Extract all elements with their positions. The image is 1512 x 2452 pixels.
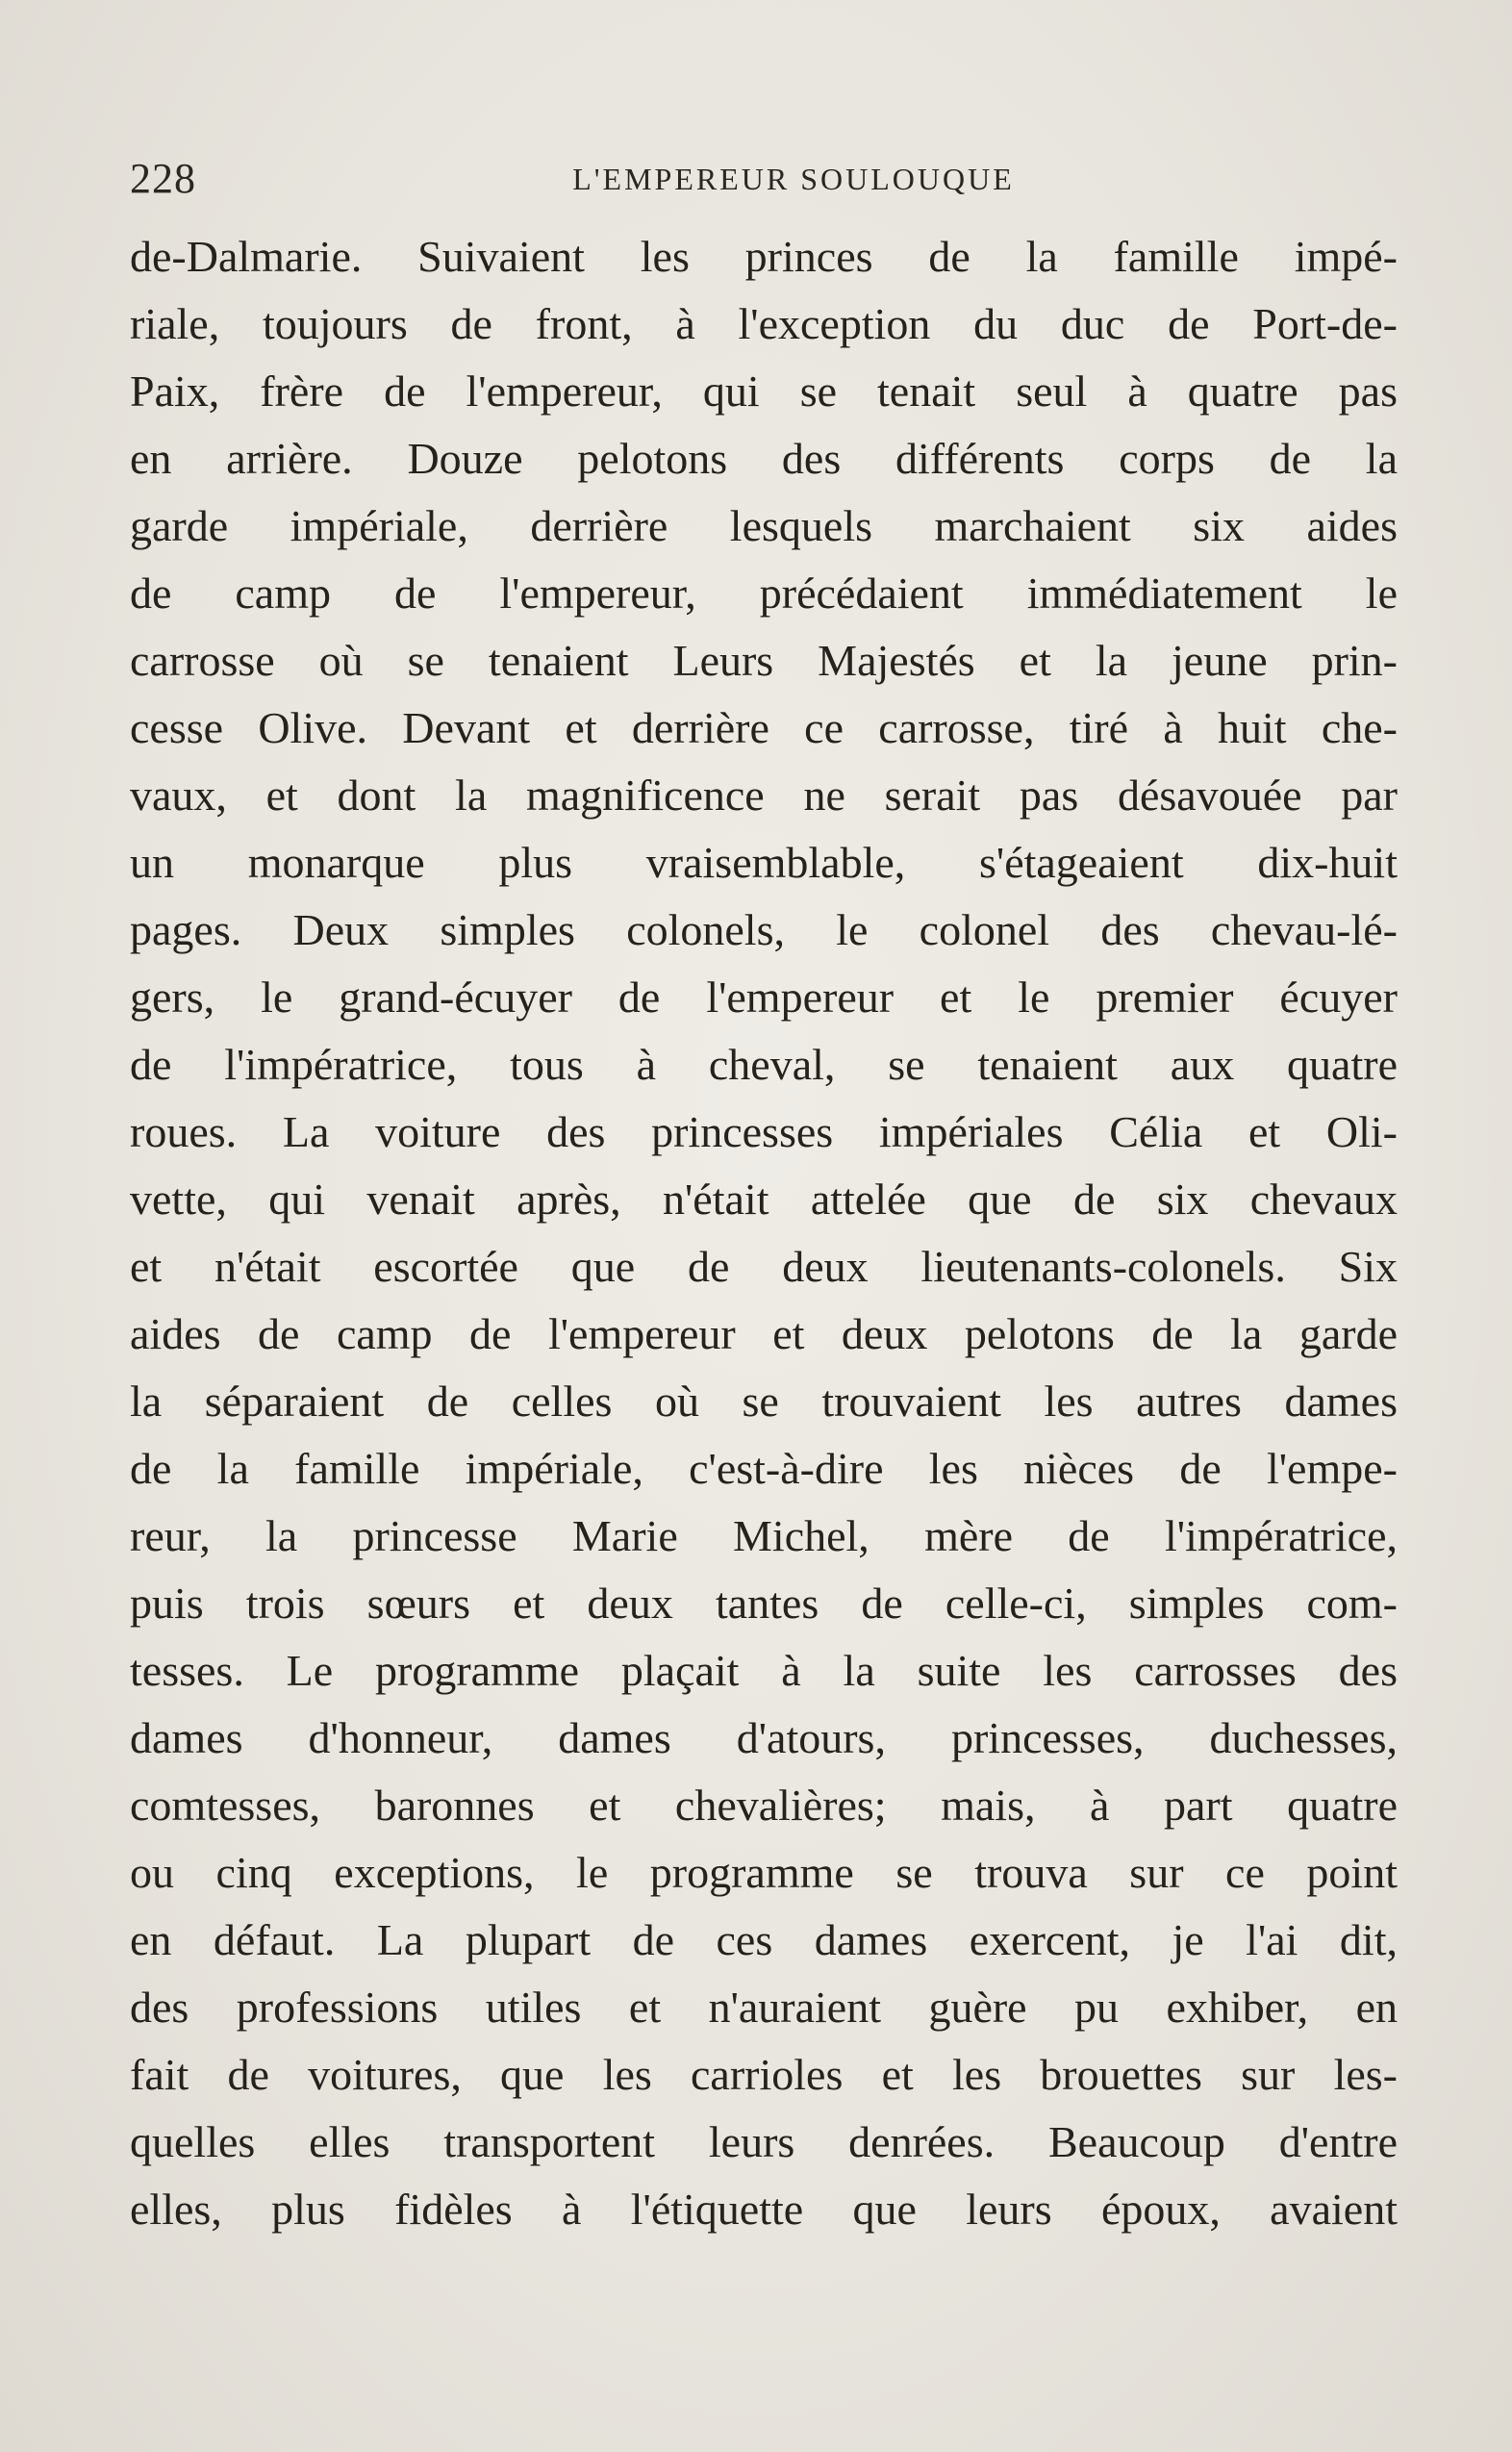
text-line: Paix, frère de l'empereur, qui se tenait seul à quatre pas [130, 367, 1398, 416]
running-title: L'EMPEREUR SOULOUQUE [572, 162, 1015, 196]
text-line: elles, plus fidèles à l'étiquette que leurs époux, avaient [130, 2185, 1398, 2234]
text-line: des professions utiles et n'auraient guère pu exhiber, en [130, 1983, 1398, 2032]
text-line: de la famille impériale, c'est-à-dire les nièces de l'empe- [130, 1444, 1398, 1493]
page-number: 228 [130, 155, 196, 202]
text-line: en arrière. Douze pelotons des différents corps de la [130, 434, 1398, 483]
text-line: quelles elles transportent leurs denrées. Beaucoup d'entre [130, 2117, 1398, 2166]
text-line: puis trois sœurs et deux tantes de celle-ci, simples com- [130, 1579, 1398, 1628]
text-line: gers, le grand-écuyer de l'empereur et le premier écuyer [130, 973, 1398, 1022]
text-line: dames d'honneur, dames d'atours, princesses, duchesses, [130, 1713, 1398, 1762]
text-line: ou cinq exceptions, le programme se trouva sur ce point [130, 1848, 1398, 1897]
text-line: de-Dalmarie. Suivaient les princes de la famille impé- [130, 232, 1398, 281]
text-line: garde impériale, derrière lesquels marchaient six aides [130, 501, 1398, 550]
text-line: cesse Olive. Devant et derrière ce carrosse, tiré à huit che- [130, 703, 1398, 752]
body-text [130, 223, 1398, 2243]
text-line: aides de camp de l'empereur et deux pelotons de la garde [130, 1309, 1398, 1358]
page-header [130, 144, 1399, 212]
text-line: vette, qui venait après, n'était attelée que de six chevaux [130, 1175, 1398, 1224]
text-line: un monarque plus vraisemblable, s'étageaient dix-huit [130, 838, 1398, 887]
text-line: de camp de l'empereur, précédaient immédiatement le [130, 569, 1398, 618]
text-line: riale, toujours de front, à l'exception du duc de Port-de- [130, 299, 1398, 348]
text-line: la séparaient de celles où se trouvaient les autres dames [130, 1377, 1398, 1426]
text-line: roues. La voiture des princesses impériales Célia et Oli- [130, 1107, 1398, 1156]
text-line: carrosse où se tenaient Leurs Majestés et la jeune prin- [130, 636, 1398, 685]
text-line: reur, la princesse Marie Michel, mère de l'impératrice, [130, 1511, 1398, 1560]
text-line: tesses. Le programme plaçait à la suite les carrosses des [130, 1646, 1398, 1695]
text-line: comtesses, baronnes et chevalières; mais, à part quatre [130, 1781, 1398, 1830]
text-line: pages. Deux simples colonels, le colonel des chevau-lé- [130, 905, 1398, 954]
text-line: et n'était escortée que de deux lieutenants-colonels. Six [130, 1242, 1398, 1291]
text-line: fait de voitures, que les carrioles et les brouettes sur les- [130, 2050, 1398, 2099]
text-line: de l'impératrice, tous à cheval, se tenaient aux quatre [130, 1040, 1398, 1089]
text-line: en défaut. La plupart de ces dames exercent, je l'ai dit, [130, 1915, 1398, 1964]
text-line: vaux, et dont la magnificence ne serait pas désavouée par [130, 771, 1398, 820]
